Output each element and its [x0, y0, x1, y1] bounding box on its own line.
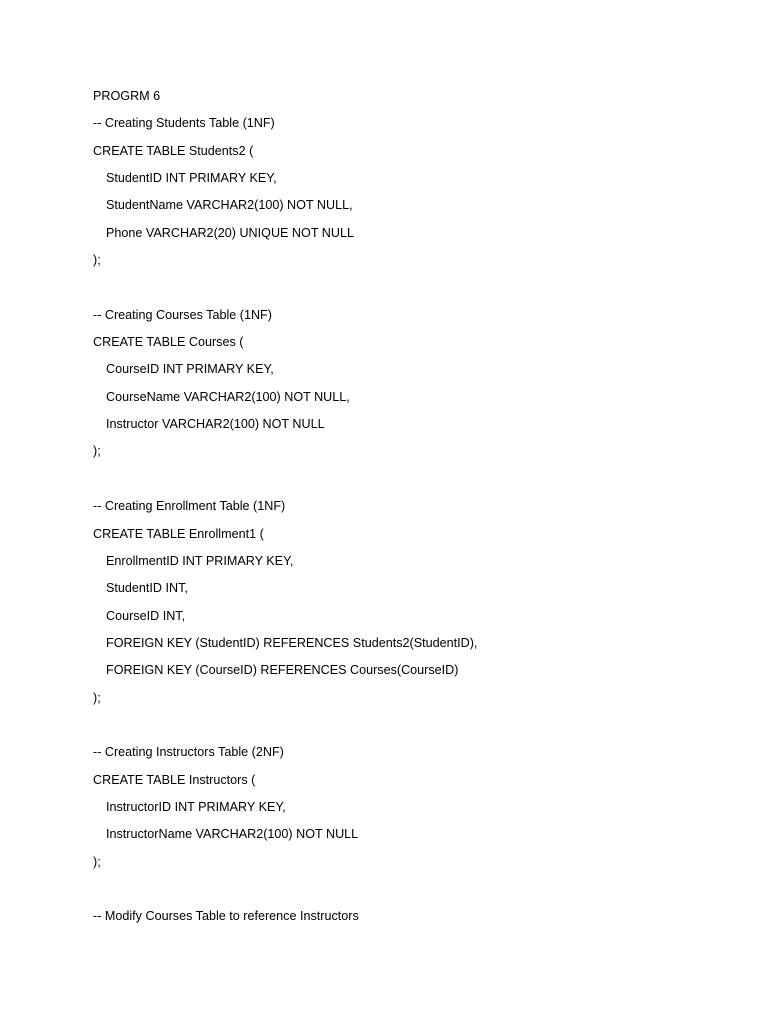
text-line: CourseName VARCHAR2(100) NOT NULL,: [106, 389, 350, 404]
text-line: );: [93, 444, 101, 459]
text-line: CourseID INT PRIMARY KEY,: [106, 362, 274, 377]
blank-line: [93, 470, 713, 497]
text-line: StudentID INT PRIMARY KEY,: [106, 171, 277, 186]
text-line: -- Creating Students Table (1NF): [93, 116, 275, 131]
text-line: StudentName VARCHAR2(100) NOT NULL,: [106, 198, 353, 213]
text-line: CourseID INT,: [106, 608, 186, 623]
text-line: FOREIGN KEY (CourseID) REFERENCES Courses(CourseID): [106, 663, 459, 678]
document-body: [93, 87, 713, 935]
text-line: Instructor VARCHAR2(100) NOT NULL: [106, 417, 325, 432]
text-line: -- Creating Instructors Table (2NF): [93, 745, 284, 760]
text-line: PROGRM 6: [93, 89, 161, 103]
text-line: CREATE TABLE Students2 (: [93, 143, 254, 158]
text-line: InstructorName VARCHAR2(100) NOT NULL: [106, 827, 359, 842]
text-line: );: [93, 253, 101, 268]
blank-line: [93, 880, 713, 907]
text-line: CREATE TABLE Instructors (: [93, 772, 256, 787]
text-line: -- Creating Courses Table (1NF): [93, 307, 272, 322]
text-line: );: [93, 854, 101, 869]
blank-line: [93, 278, 713, 305]
text-line: -- Creating Enrollment Table (1NF): [93, 499, 286, 514]
text-line: Phone VARCHAR2(20) UNIQUE NOT NULL: [106, 225, 354, 240]
text-line: StudentID INT,: [106, 581, 188, 596]
text-line: CREATE TABLE Courses (: [93, 335, 244, 350]
text-line: CREATE TABLE Enrollment1 (: [93, 526, 264, 541]
text-line: );: [93, 690, 101, 705]
text-line: -- Modify Courses Table to reference Instructors: [93, 909, 359, 924]
text-line: EnrollmentID INT PRIMARY KEY,: [106, 553, 294, 568]
text-line: InstructorID INT PRIMARY KEY,: [106, 799, 286, 814]
blank-line: [93, 716, 713, 743]
text-line: FOREIGN KEY (StudentID) REFERENCES Students2(StudentID),: [106, 635, 478, 650]
